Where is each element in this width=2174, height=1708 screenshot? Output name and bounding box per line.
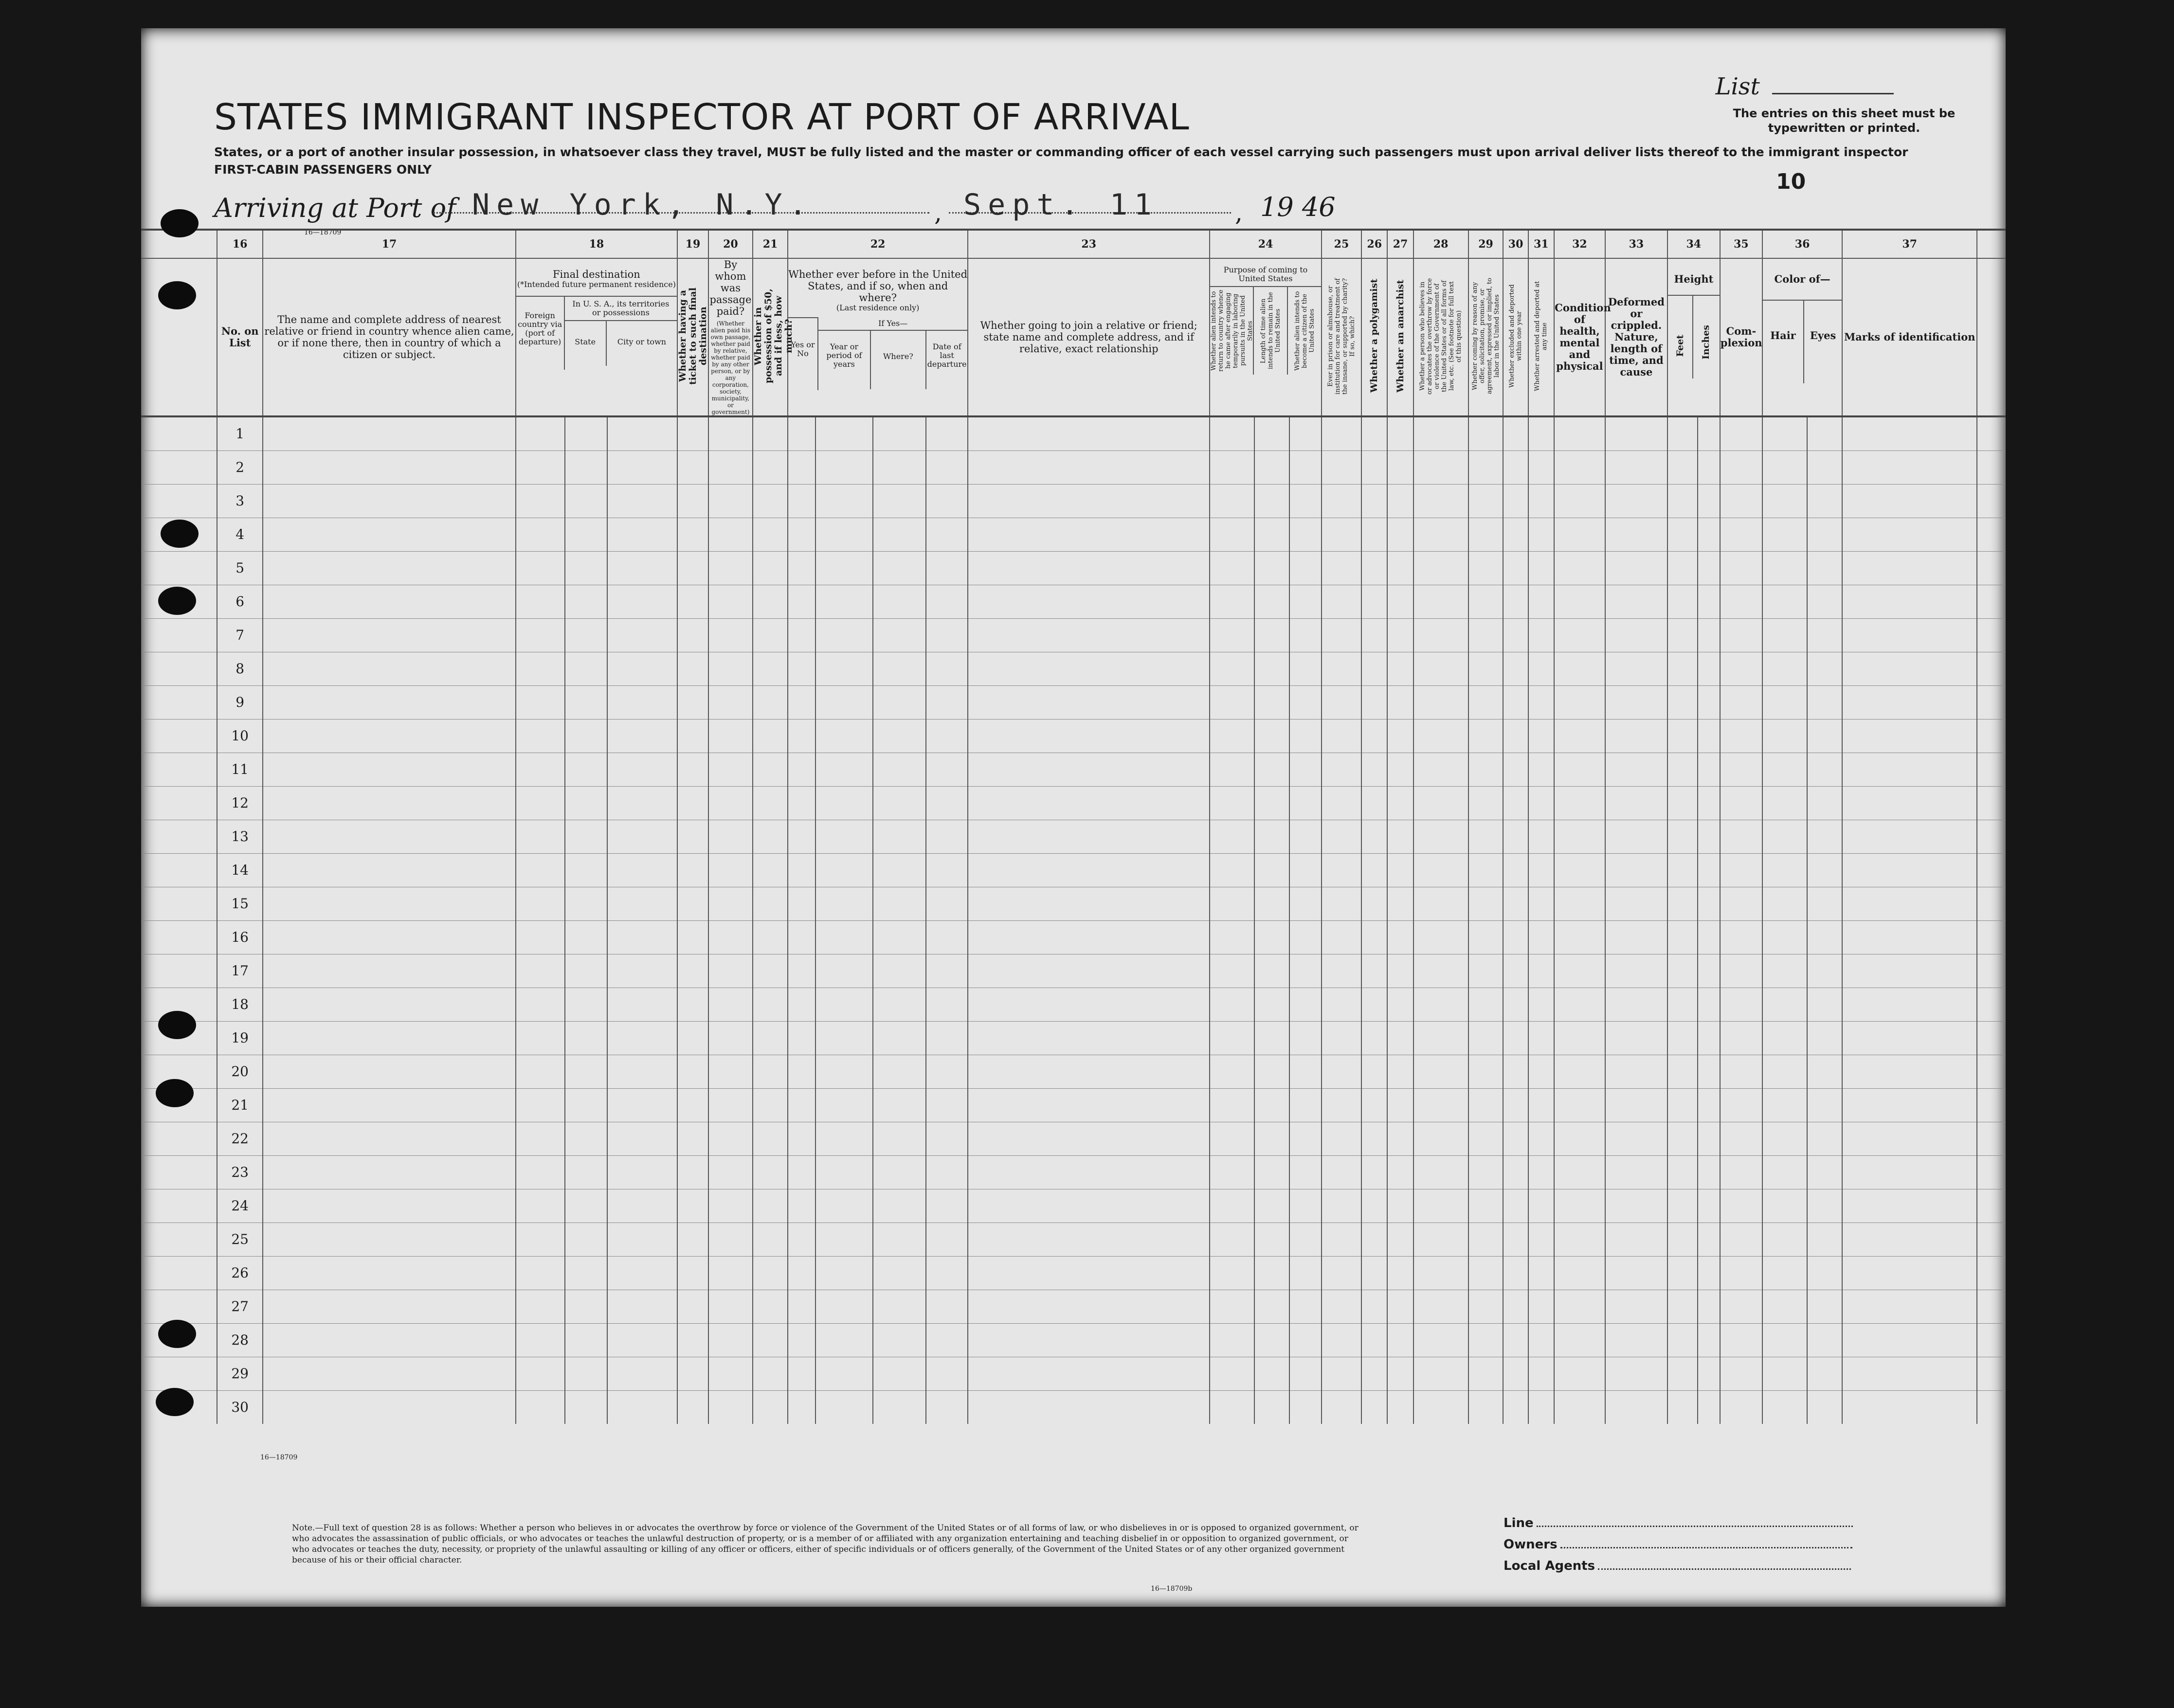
row-number: 23 [217,1156,263,1189]
row-number: 10 [217,719,263,753]
instructions-text: States, or a port of another insular possession, in whatsoever class they travel, MUST be fully listed and the master or commanding officer of each vessel carrying such passengers must upon arrival deliver lists thereof to the immigrant inspector [214,145,1908,159]
table-row [141,552,2006,585]
header-deformed: Deformed or crippled. Nature, length of time, and cause [1605,258,1667,416]
local-agents-field: Local Agents [1504,1559,1851,1573]
manifest-sheet: STATES IMMIGRANT INSPECTOR AT PORT OF ARRIVAL States, or a port of another insular possession, in whatsoever class they travel, MUST be fully listed and the master or commanding officer of each vessel carrying such passengers must upon arrival deliver lists thereof to the immigrant inspector FIRST-CABIN PASSENGERS ONLY Arriving at Port of New York, N.Y. , Sept. 11 , 19 46 List The entries on this sheet must be typewritten or printed. 10 16—18709 16 17 18 19 20 21 22 23 24 25 26 27 28 29 30 31 32 33 34 35 36 37 No. on List The name and complete address of nearest relative or friend in country whence alien came, or if none there, then in country of which a citizen or subject. Final destination (*Intended future permanent residence) Foreign country via (port of departure) In U. S. A., its territories or possessions State City or town Whether having a ticket to such final destination By whom was passage paid? (Whether alien paid his own passage, whether paid by relative, whether paid by any other person, or by any corporation, society, municipality, or government) Whether in possession of $50, and if less, how much? Whether ever before in the United States, and if so, when and where? (Last residence only) Yes or No If Yes— Year or period of years Where? Date of last departure Whether going to join a relative or friend; state name and complete address, and if relative, exact relationship Purpose of coming to United States Whether alien intends to return to country whence he came after engaging temporarily in laboring pursuits in the United States Length of time alien intends to remain in the United States Whether alien intends to become a citizen of the United States Ever in prison or almshouse, or institution for care and treatment of the insane, or supported by charity? If so, which? Whether a polygamist Whether an anarchist Whether a person who believes in or advocates the overthrow by force or violence of the Government of the United States or of all forms of law, etc. (See footnote for full text of this question) Whether coming by reason of any offer, solicitation, promise, or agreement, expressed or implied, to labor in the United States Whether excluded and deported within one year Whether arrested and deported at any time Condition of health, mental and physical Deformed or crippled. Nature, length of time, and cause Height Feet Inches Com-plexion Color of— Hair Eyes Marks of identification 1 2 3 4 5 6 7 8 9 10 11 12 13 14 15 16 17 18 19 20 21 22 23 24 25 26 27 28 29 30 16—18709 Note.—Full text of question 28 is as follows: Whether a person who believes in or advocates the overthrow by force or violence of the Government of the United States or of all forms of law, or who disbelieves in or is opposed to organized government, or who advocates the assassination of public officials, or who advocates or teaches the unlawful destruction of property, or is a member of or affiliated with any organization entertaining and teaching disbelief in or opposition to organized government, or who advocates or teaches the duty, necessity, or propriety of the unlawful assaulting or killing of any officer or officers, either of specific individuals or of officers generally, of the Government of the United States or of any other organized government because of his or their official character. 16—18709b Line Owners Local Agents [141,28,2006,1607]
punch-hole [158,587,196,615]
class-label: FIRST-CABIN PASSENGERS ONLY [214,162,432,177]
table-row [141,1189,2006,1223]
line-field: Line [1504,1516,1853,1530]
header-prison: Ever in prison or almshouse, or institution for care and treatment of the insane, or supported by charity? If so, which? [1322,258,1361,416]
form-code-top: 16—18709 [304,229,342,236]
col-num-16: 16 [217,230,263,258]
list-label: List [1716,73,1894,100]
col-num-20: 20 [708,230,753,258]
table-row [141,585,2006,619]
header-arrested: Whether arrested and deported at any time [1528,258,1554,416]
header-purpose: Purpose of coming to United States Whether alien intends to return to country whence he came after engaging temporarily in laboring pursuits in the United States Length of time alien intends to remain in the United States Whether alien intends to become a citizen of the United States [1210,258,1322,416]
row-number: 25 [217,1223,263,1257]
row-number: 24 [217,1189,263,1223]
row-number: 21 [217,1089,263,1122]
table-row [141,451,2006,485]
row-number: 5 [217,552,263,585]
table-row [141,1290,2006,1324]
col-num-26: 26 [1361,230,1387,258]
row-number: 2 [217,451,263,485]
table-row [141,921,2006,954]
header-passage-paid: By whom was passage paid? (Whether alien paid his own passage, whether paid by relative, whether paid by any other person, or by any corporation, society, municipality, or government) [708,258,753,416]
table-row [141,652,2006,686]
header-before-in-us: Whether ever before in the United States, and if so, when and where? (Last residence only) Yes or No If Yes— Year or period of years Where? Date of last departure [788,258,968,416]
row-number: 20 [217,1055,263,1089]
row-number: 28 [217,1324,263,1357]
table-row [141,787,2006,820]
col-num-22: 22 [788,230,968,258]
col-num-19: 19 [677,230,708,258]
row-number: 27 [217,1290,263,1324]
row-number: 8 [217,652,263,686]
col-num-32: 32 [1554,230,1605,258]
table-row [141,1022,2006,1055]
table-row [141,887,2006,921]
table-row [141,619,2006,652]
punch-hole [161,520,199,548]
arriving-port-line [214,193,456,223]
col-num-18: 18 [516,230,677,258]
table-row [141,820,2006,854]
table-row [141,518,2006,552]
row-number: 18 [217,988,263,1022]
header-join-relative: Whether going to join a relative or friend; state name and complete address, and if relative, exact relationship [968,258,1210,416]
col-num-34: 34 [1667,230,1720,258]
punch-hole [161,209,199,237]
header-color: Color of— Hair Eyes [1762,258,1842,416]
row-number: 6 [217,585,263,619]
sheet-number: 10 [1776,169,1806,194]
punch-hole [158,1011,196,1039]
header-final-destination: Final destination (*Intended future permanent residence) Foreign country via (port of departure) In U. S. A., its territories or possessions State City or town [516,258,677,416]
punch-hole [156,1388,194,1416]
port-value: New York, N.Y. [472,188,814,222]
row-number: 1 [217,416,263,451]
punch-hole [156,1079,194,1107]
table-row [141,1324,2006,1357]
table-row [141,1391,2006,1424]
col-num-30: 30 [1503,230,1528,258]
table-row [141,1257,2006,1290]
col-num-36: 36 [1762,230,1842,258]
row-number: 13 [217,820,263,854]
table-row [141,854,2006,887]
owners-field: Owners [1504,1537,1852,1552]
col-num-35: 35 [1720,230,1762,258]
table-row [141,1223,2006,1257]
table-row [141,1156,2006,1189]
table-row [141,416,2006,451]
header-labor-offer: Whether coming by reason of any offer, solicitation, promise, or agreement, expressed or implied, to labor in the United States [1468,258,1504,416]
row-number: 3 [217,485,263,518]
col-num-17: 17 [263,230,515,258]
header-excluded: Whether excluded and deported within one year [1503,258,1528,416]
row-number: 12 [217,787,263,820]
header-complexion: Com-plexion [1720,258,1762,416]
header-ticket: Whether having a ticket to such final destination [677,258,708,416]
col-num-33: 33 [1605,230,1667,258]
table-row [141,1357,2006,1391]
col-num-29: 29 [1468,230,1504,258]
punch-hole [158,1320,196,1348]
row-number: 14 [217,854,263,887]
row-number: 7 [217,619,263,652]
row-number: 22 [217,1122,263,1156]
row-number: 16 [217,921,263,954]
row-number: 29 [217,1357,263,1391]
row-number: 19 [217,1022,263,1055]
table-row [141,988,2006,1022]
row-number: 15 [217,887,263,921]
page-title: STATES IMMIGRANT INSPECTOR AT PORT OF ARRIVAL [214,96,1190,138]
year-value: 19 46 [1260,192,1336,222]
row-number: 11 [217,753,263,787]
form-code-bottom: 16—18709 [260,1454,298,1461]
row-number: 9 [217,686,263,719]
header-polygamist: Whether a polygamist [1361,258,1387,416]
punch-hole [158,281,196,309]
header-marks: Marks of identification [1842,258,1977,416]
row-number: 26 [217,1257,263,1290]
date-value: Sept. 11 [963,188,1159,222]
table-row [141,1055,2006,1089]
header-q28: Whether a person who believes in or advocates the overthrow by force or violence of the Government of the United States or of all forms of law, etc. (See footnote for full text of this question) [1413,258,1468,416]
header-health: Condition of health, mental and physical [1554,258,1605,416]
header-money: Whether in possession of $50, and if less, how much? [753,258,788,416]
col-num-23: 23 [968,230,1210,258]
arriving-label: Arriving at Port of [214,193,456,223]
row-number: 17 [217,954,263,988]
col-num-25: 25 [1322,230,1361,258]
header-anarchist: Whether an anarchist [1387,258,1413,416]
table-row [141,485,2006,518]
table-row [141,1089,2006,1122]
col-num-24: 24 [1210,230,1322,258]
col-num-37: 37 [1842,230,1977,258]
table-row [141,954,2006,988]
table-row [141,1122,2006,1156]
header-no-on-list: No. on List [217,258,263,416]
table-row [141,753,2006,787]
table-row [141,686,2006,719]
table-row [141,719,2006,753]
row-number: 4 [217,518,263,552]
col-num-27: 27 [1387,230,1413,258]
passenger-manifest-table [141,229,2006,1424]
header-height: Height Feet Inches [1667,258,1720,416]
row-number: 30 [217,1391,263,1424]
question-28-footnote: Note.—Full text of question 28 is as follows: Whether a person who believes in or advocates the overthrow by force or violence of the Government of the United States or of all forms of law, or who disbelieves in or is opposed to organized government, or who advocates the assassination of public officials, or who advocates or teaches the unlawful destruction of property, or is a member of or affiliated with any organization entertaining and teaching disbelief in or opposition to organized government, or who advocates or teaches the duty, necessity, or propriety of the unlawful assaulting or killing of any officer or officers, either of specific individuals or of officers generally, of the Government of the United States or of any other organized government because of his or their official character. [292,1523,1359,1565]
col-num-28: 28 [1413,230,1468,258]
col-num-31: 31 [1528,230,1554,258]
footnote-code: 16—18709b [1151,1585,1193,1593]
typewritten-note: The entries on this sheet must be typewritten or printed. [1733,107,1956,135]
header-nearest-relative: The name and complete address of nearest relative or friend in country whence alien came, or if none there, then in country of which a citizen or subject. [263,258,515,416]
col-num-21: 21 [753,230,788,258]
